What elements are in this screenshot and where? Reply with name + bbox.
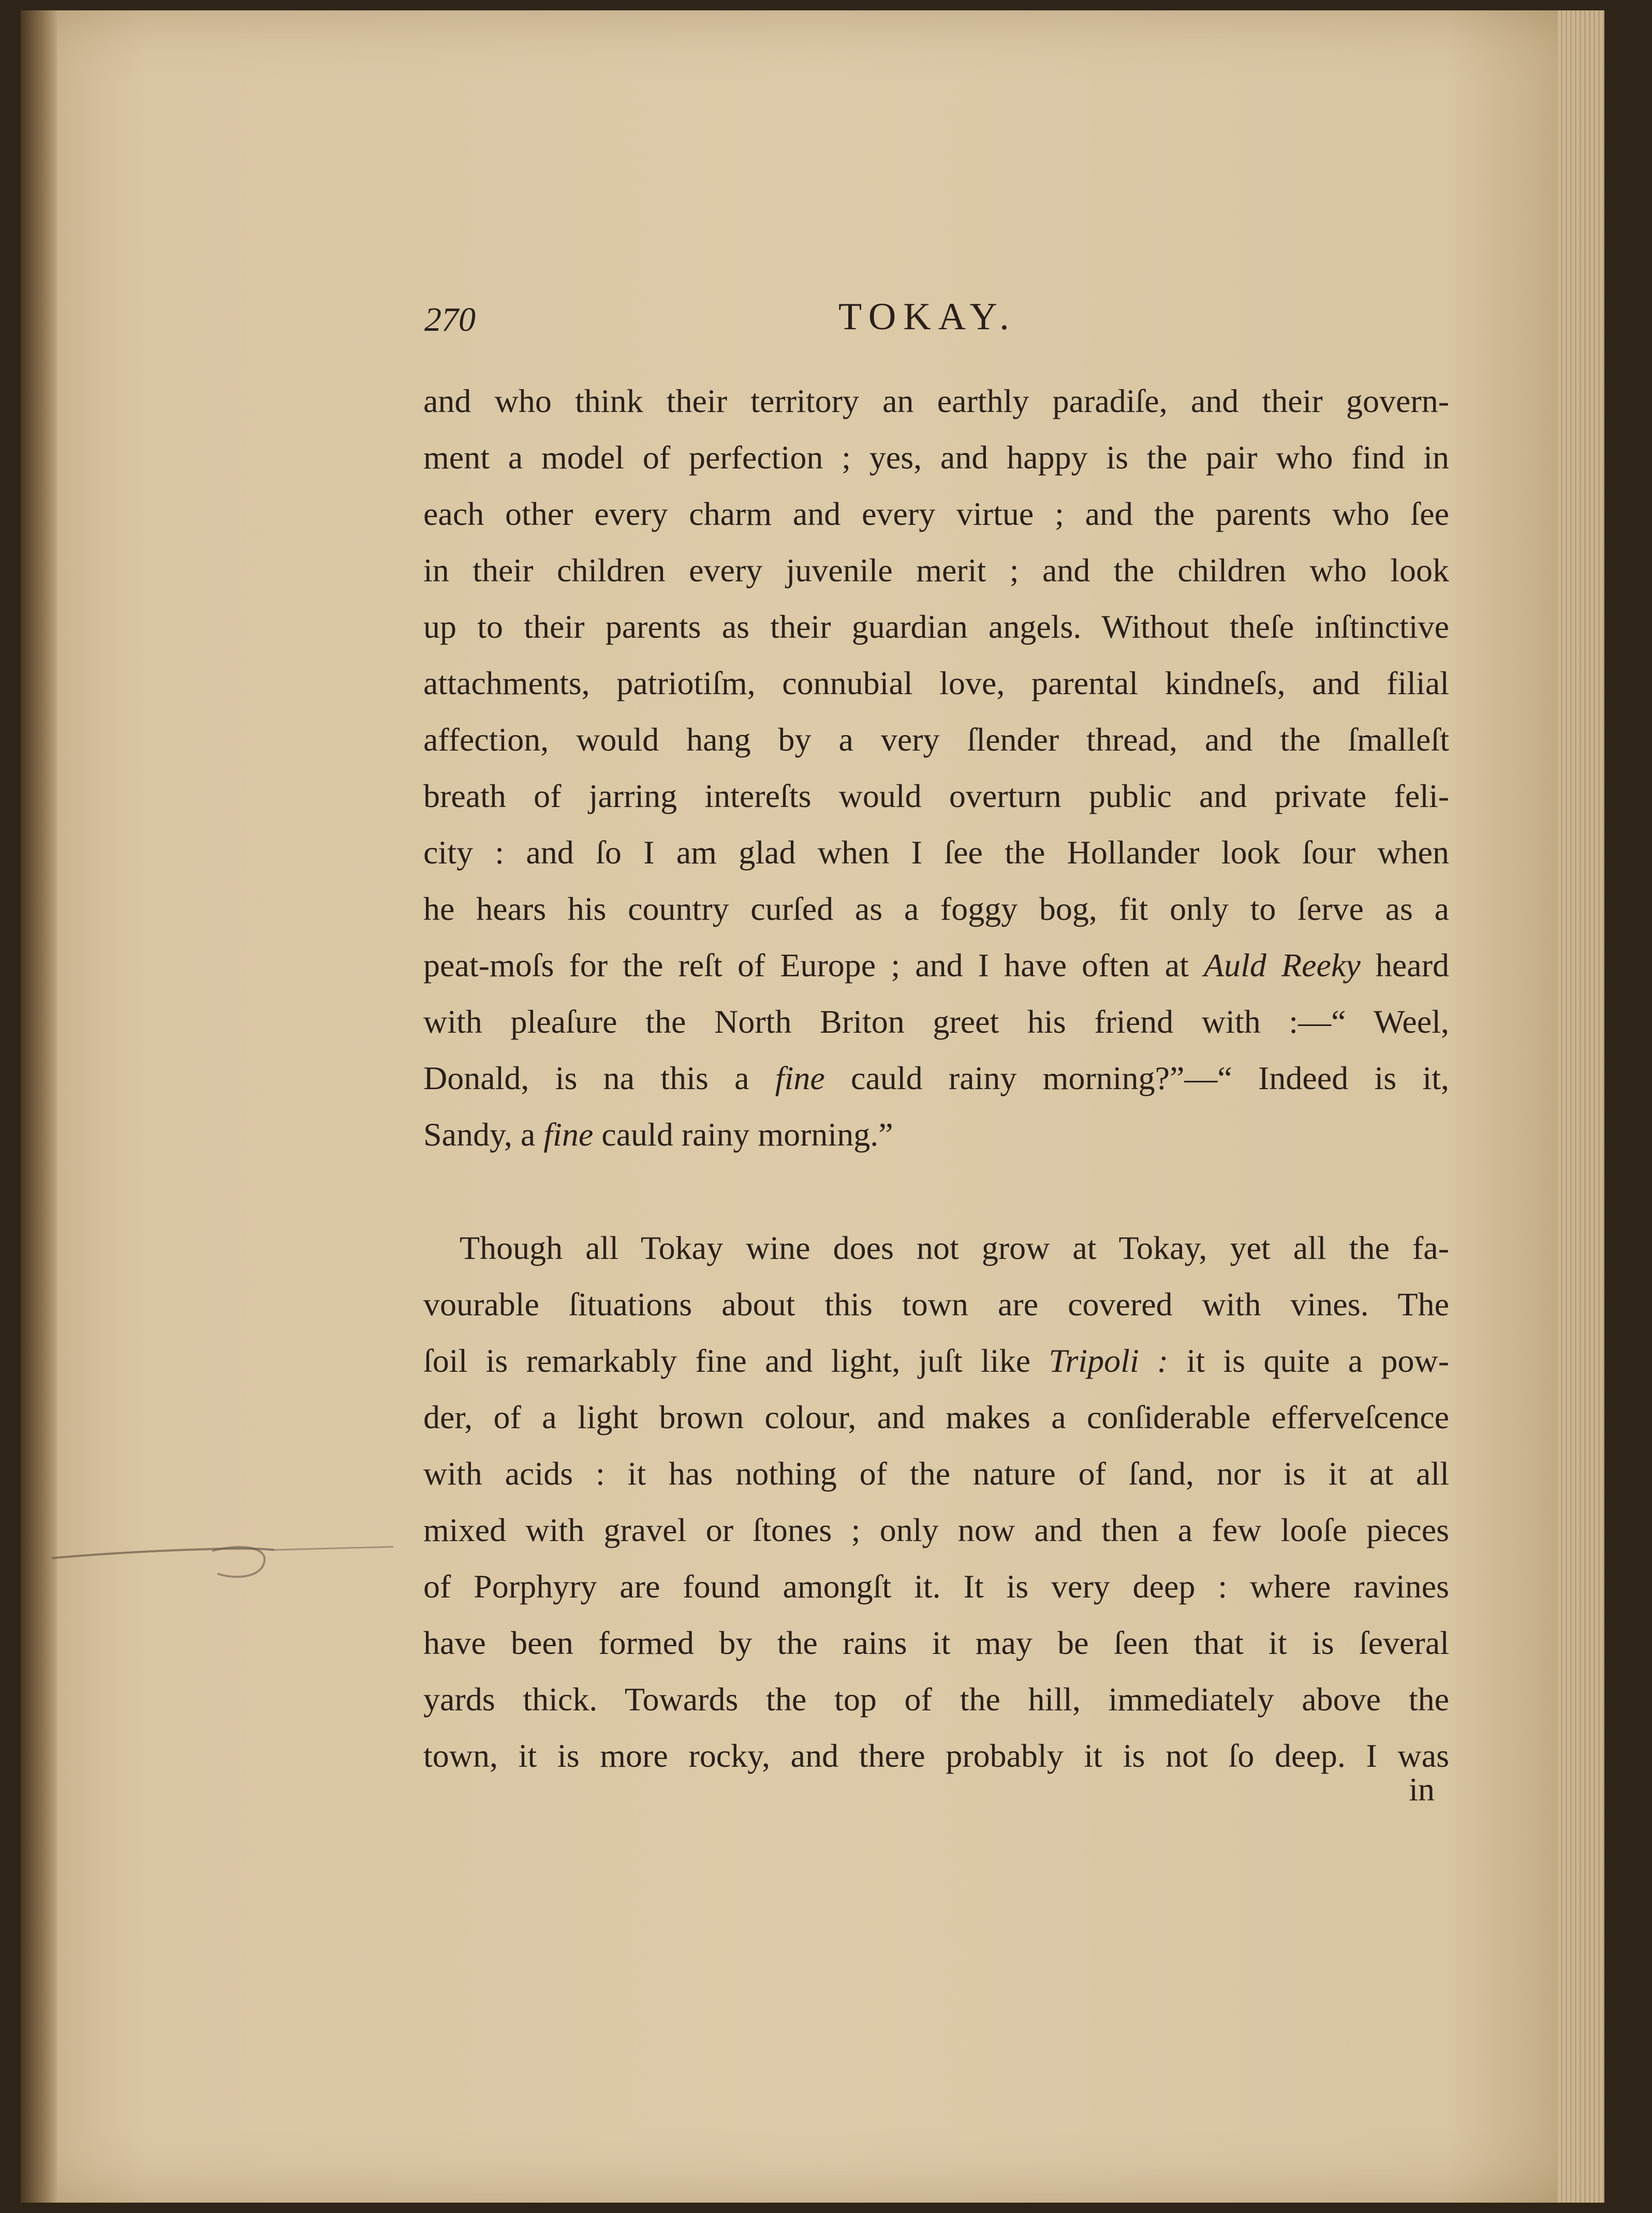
text-run: Donald, is na this a — [423, 1060, 775, 1096]
text-line: up to their parents as their guardian angels. Without theſe inſtinctive — [423, 608, 1449, 645]
text-run: peat-moſs for the reſt of Europe ; and I have often at — [423, 947, 1204, 984]
text-run: cauld rainy morning?”—“ Indeed is it, — [824, 1060, 1449, 1096]
catchword: in — [1409, 1771, 1435, 1808]
text-line: der, of a light brown colour, and makes a conſiderable effervеſcence — [423, 1399, 1449, 1435]
text-line: in their children every juvenile merit ; and the children who look — [423, 552, 1449, 589]
text-line: he hears his country curſed as a foggy bog, fit only to ſerve as a — [423, 890, 1449, 927]
text-line: city : and ſo I am glad when I ſee the Hollander look ſour when — [423, 834, 1449, 871]
text-run: Sandy, a — [423, 1116, 544, 1153]
text-line: attachments, patriotiſm, connubial love, parental kindneſs, and filial — [423, 665, 1449, 701]
text-line: each other every charm and every virtue ; and the parents who ſee — [423, 495, 1449, 532]
running-head — [393, 295, 1449, 352]
text-line: ment a model of perfection ; yes, and happy is the pair who find in — [423, 439, 1449, 476]
text-run: heard — [1360, 947, 1450, 984]
running-title: TOKAY. — [838, 296, 1016, 338]
italic-place-name: Auld Reeky — [1204, 947, 1361, 984]
italic-word: fine — [775, 1060, 825, 1096]
page-number: 270 — [424, 301, 476, 339]
text-line: vourable ſituations about this town are covered with vines. The — [423, 1286, 1449, 1323]
text-line — [423, 1106, 1449, 1163]
text-run: it is quite a pow- — [1168, 1342, 1450, 1379]
text-line: Though all Tokay wine does not grow at Tokay, yet all the fa- — [460, 1229, 1449, 1266]
italic-word: fine — [543, 1116, 594, 1153]
book-binding — [21, 10, 57, 2203]
italic-place-name: Tripoli : — [1049, 1342, 1169, 1379]
text-line: of Porphyry are found amongſt it. It is very deep : where ravines — [423, 1568, 1449, 1605]
text-line: affection, would hang by a very ſlender thread, and the ſmalleſt — [423, 721, 1449, 758]
paragraph-gap — [423, 1163, 1449, 1220]
body-text — [423, 373, 1449, 1784]
text-line — [423, 1050, 1449, 1106]
text-run: ſoil is remarkably fine and light, juſt like — [423, 1342, 1049, 1379]
page-edge — [1558, 10, 1604, 2203]
text-run: cauld rainy morning.” — [593, 1116, 893, 1153]
pencil-mark — [47, 1501, 399, 1594]
text-line: and who think their territory an earthly paradiſe, and their govern- — [423, 383, 1449, 419]
text-line: town, it is more rocky, and there probably it is not ſo deep. I was — [423, 1737, 1449, 1774]
text-line: with acids : it has nothing of the nature of ſand, nor is it at all — [423, 1455, 1449, 1492]
text-line — [423, 1332, 1449, 1389]
text-line: have been formed by the rains it may be ſeen that it is ſeveral — [423, 1624, 1449, 1661]
text-line: mixed with gravel or ſtones ; only now and then a few looſe pieces — [423, 1512, 1449, 1548]
text-line: breath of jarring intereſts would overturn public and private feli- — [423, 778, 1449, 814]
text-line — [423, 937, 1449, 993]
text-line: yards thick. Towards the top of the hill, immediately above the — [423, 1681, 1449, 1718]
text-line: with pleaſure the North Briton greet his friend with :—“ Weel, — [423, 1003, 1449, 1040]
